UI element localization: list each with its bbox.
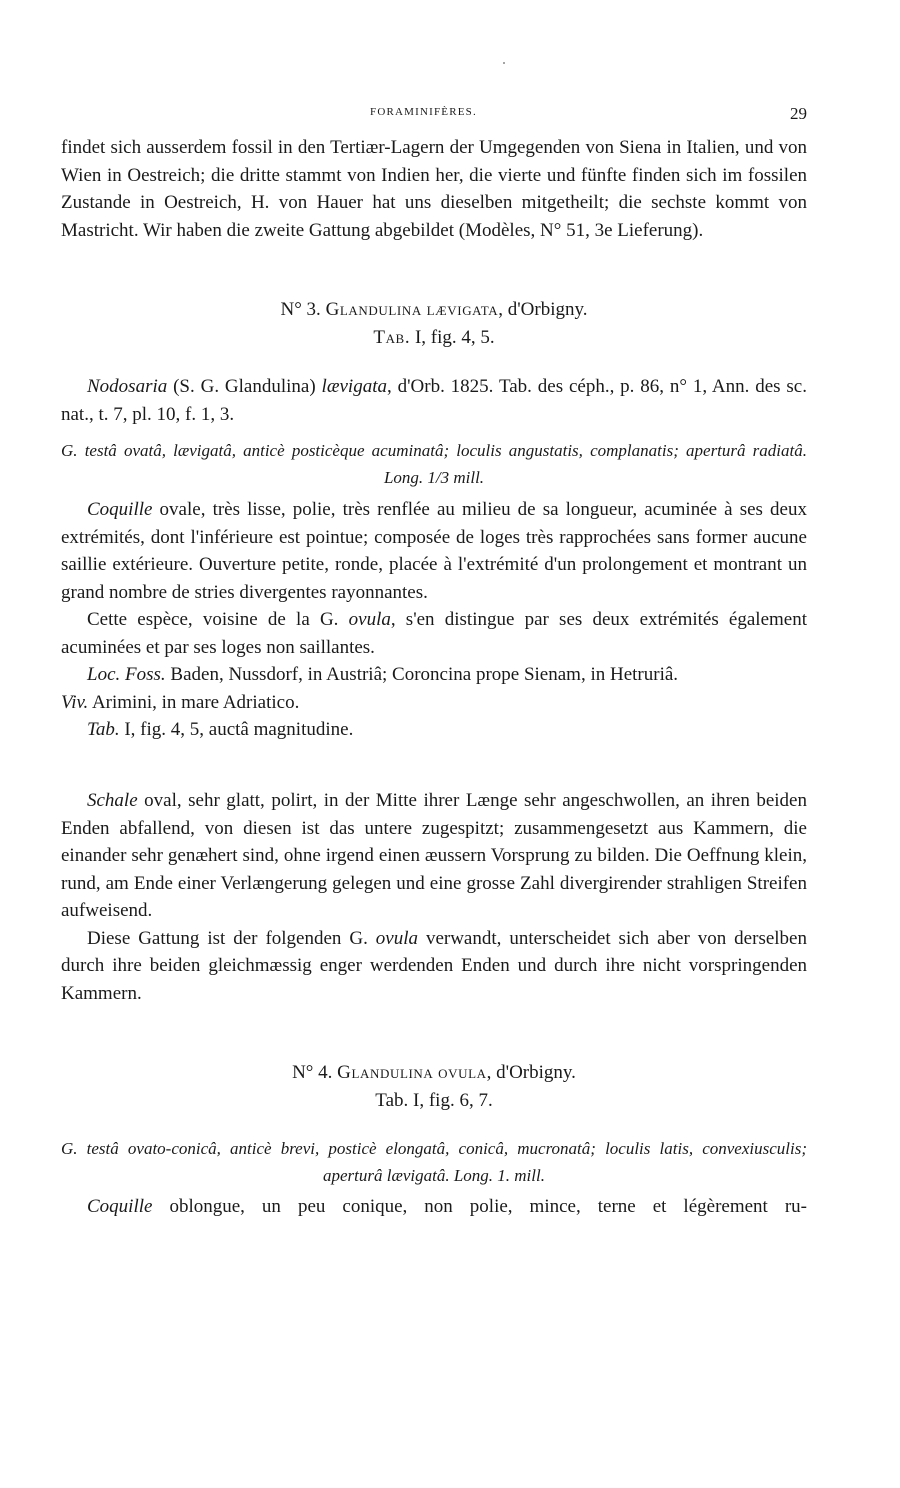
french-text: ovale, très lisse, polie, très renflée au milieu de sa longueur, acuminée à ses deux extrémités, dont l'inférieure est pointue; composée de loges très rapprochées sans former aucune saillie extérieure. Ouverture petite, ronde, placée à l'extrémité d'un prolongement et montrant un grand nombre de stries divergentes rayonnantes. [61, 499, 807, 603]
page-number: 29 [790, 104, 807, 123]
species4-french-description [61, 1193, 807, 1221]
species3-viv [61, 689, 807, 717]
species4-plate-ref: Tab. I, fig. 6, 7. [375, 1089, 493, 1111]
species4-number: N° 4. [292, 1062, 333, 1083]
tab-text: I, fig. 4, 5, auctâ magnitudine. [119, 719, 354, 740]
species3-synonymy [61, 373, 807, 428]
species4-genus: Glandulina [337, 1062, 434, 1083]
comparison-a: Cette espèce, voisine de la G. [87, 609, 349, 630]
german2-a: Diese Gattung ist der folgenden G. [87, 927, 376, 949]
synonym-species: lævigata [321, 376, 387, 397]
species3-french-paragraph [61, 496, 807, 606]
viv-text: Arimini, in mare Adriatico. [88, 691, 300, 713]
species4-french-paragraph [61, 1193, 807, 1221]
tab-label: Tab. [87, 719, 120, 740]
intro-paragraph [61, 134, 807, 244]
species4-heading [61, 1059, 807, 1114]
species3-comparison [61, 606, 807, 661]
species3-tab-ref: I, fig. 4, 5. [410, 326, 495, 348]
viv-label: Viv. [61, 691, 89, 713]
species3-title [61, 296, 807, 324]
german2-species: ovula [375, 927, 418, 949]
species4-diagnosis-text: G. testâ ovato-conicâ, anticè brevi, posticè elongatâ, conicâ, mucronatâ; loculis latis, convexiusculis; aperturâ lævigatâ. Long. 1. mill. [61, 1139, 807, 1185]
species3-tab-prefix: Tab. [373, 326, 411, 348]
print-speck [503, 62, 505, 64]
german-text: oval, sehr glatt, polirt, in der Mitte ihrer Længe sehr angeschwollen, an ihren beiden Enden abfallend, von diesen ist das untere zugespitzt; zusammengesetzt aus Kammern, die einander sehr genæhert sind, ohne irgend einen æussern Vorsprung zu bilden. Die Oeffnung klein, rund, am Ende einer Verlængerung gelegen und eine grosse Zahl divergirender strahligen Streifen aufweisend. [61, 790, 807, 921]
species3-author: , d'Orbigny. [498, 299, 588, 320]
species3-diagnosis [61, 437, 807, 491]
comparison-b: , s'en distingue par ses deux extrémités également acuminées et par ses loges non saillantes. [61, 609, 807, 658]
species3-german-comparison [61, 925, 807, 1008]
species3-german-description [61, 787, 807, 1007]
species4-french-lead: Coquille [87, 1196, 153, 1217]
synonym-genus: Nodosaria [87, 376, 168, 397]
species3-locality [61, 661, 807, 689]
species4-french-text: oblongue, un peu conique, non polie, mince, terne et légèrement ru- [152, 1196, 807, 1217]
intro-text: findet sich ausserdem fossil in den Tertiær-Lagern der Umgegenden von Siena in Italien, und von Wien in Oestreich; die dritte stammt von Indien her, die vierte und fünfte finden sich im fossilen Zustande in Oestreich, H. von Hauer hat uns dieselben mitgetheilt; die sechste kommt von Mastricht. Wir haben die zweite Gattung abgebildet (Modèles, N° 51, 3e Lieferung). [61, 137, 807, 241]
synonym-ref: , d'Orb. 1825. Tab. des céph., p. 86, n° 1, Ann. des sc. nat., t. 7, pl. 10, f. 1, 3. [61, 376, 807, 425]
german2-b: verwandt, unterscheidet sich aber von derselben durch ihre beiden gleichmæssig enger werdenden Enden und durch ihre nicht vorspringenden Kammern. [61, 927, 807, 1004]
species3-diagnosis-text: G. testâ ovatâ, lævigatâ, anticè posticèque acuminatâ; loculis angustatis, complanatis; aperturâ radiatâ. Long. 1/3 mill. [61, 441, 807, 487]
species3-species: lævigata [426, 299, 499, 320]
species4-diagnosis [61, 1135, 807, 1189]
species4-author: , d'Orbigny. [486, 1062, 576, 1083]
german-lead: Schale [87, 790, 138, 811]
loc-label: Loc. Foss. [87, 664, 166, 685]
species3-synonym-line [61, 373, 807, 428]
species3-number: N° 3. [280, 299, 321, 320]
species3-heading [61, 296, 807, 351]
species4-species: ovula [438, 1062, 487, 1083]
species3-plate-ref [61, 324, 807, 352]
species3-german-paragraph [61, 787, 807, 925]
loc-text: Baden, Nussdorf, in Austriâ; Coroncina prope Sienam, in Hetruriâ. [165, 664, 679, 685]
species3-genus: Glandulina [325, 299, 422, 320]
species3-tab-line [61, 716, 807, 744]
comparison-species: ovula [348, 609, 391, 630]
french-lead: Coquille [87, 499, 153, 520]
species3-french-description [61, 496, 807, 744]
running-head: FORAMINIFÈRES. [370, 106, 477, 118]
synonym-mid: (S. G. Glandulina) [167, 376, 322, 397]
species4-title [61, 1059, 807, 1087]
